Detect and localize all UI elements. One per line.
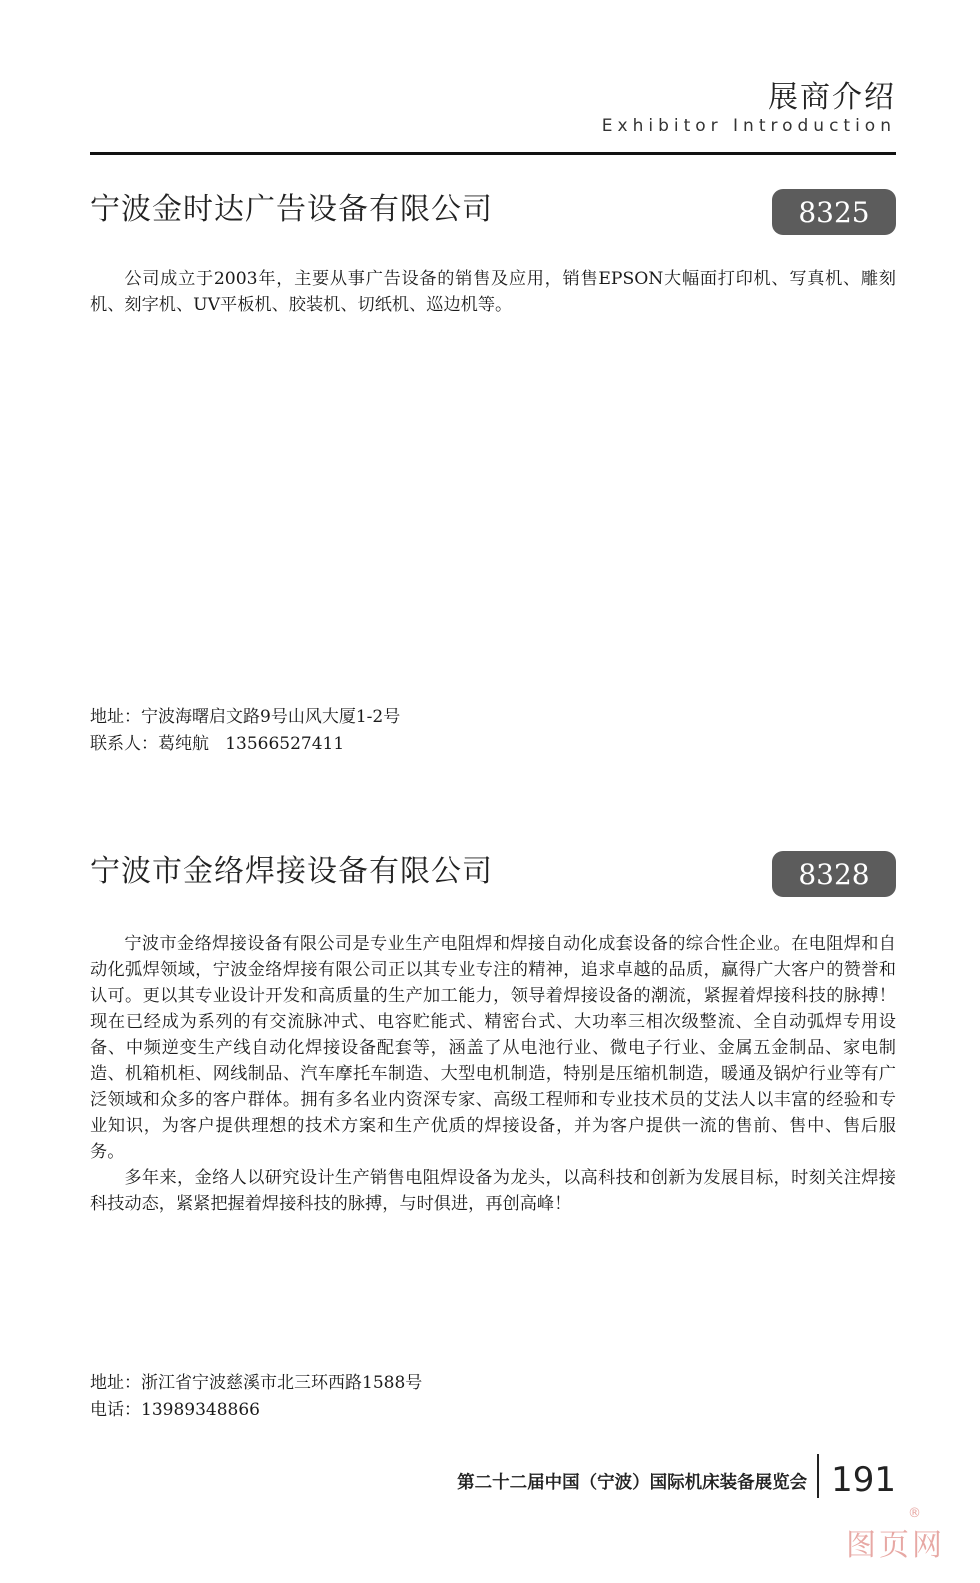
company-contact [90,704,896,758]
header-divider [90,152,896,155]
contact-address: 地址：宁波海曙启文路9号山风大厦1-2号 [90,707,401,727]
contact-person: 联系人：葛纯航 13566527411 [90,734,345,754]
company-name: 宁波市金络焊接设备有限公司 [90,854,493,889]
company-contact [90,1370,896,1424]
description-paragraph: 多年来，金络人以研究设计生产销售电阻焊设备为龙头，以高科技和创新为发展目标，时刻关注焊接科技动态，紧紧把握着焊接科技的脉搏，与时俱进，再创高峰！ [90,1168,896,1214]
company-name: 宁波金时达广告设备有限公司 [90,192,493,227]
page-footer [457,1454,896,1498]
site-watermark: 图页网 [846,1528,945,1563]
contact-address: 地址：浙江省宁波慈溪市北三环西路1588号 [90,1373,423,1393]
company-description [90,266,896,318]
registered-mark-icon: ® [908,1506,921,1521]
footer-divider [817,1454,819,1498]
booth-number-badge: 8328 [772,851,896,897]
section-title: 展商介绍 [768,80,896,115]
page-number: 191 [831,1460,896,1500]
company-description [90,931,896,1217]
section-subtitle: Exhibitor Introduction [601,116,896,136]
contact-phone: 电话：13989348866 [90,1400,260,1420]
booth-number-badge: 8325 [772,189,896,235]
description-paragraph: 宁波市金络焊接设备有限公司是专业生产电阻焊和焊接自动化成套设备的综合性企业。在电阻焊和自动化弧焊领域，宁波金络焊接有限公司正以其专业专注的精神，追求卓越的品质，赢得广大客户的赞誉和认可。更以其专业设计开发和高质量的生产加工能力，领导着焊接设备的潮流，紧握着焊接科技的脉搏！现在已经成为系列的有交流脉冲式、电容贮能式、精密台式、大功率三相次级整流、全自动弧焊专用设备、中频逆变生产线自动化焊接设备配套等，涵盖了从电池行业、微电子行业、金属五金制品、家电制造、机箱机柜、网线制品、汽车摩托车制造、大型电机制造，特别是压缩机制造，暖通及锅炉行业等有广泛领域和众多的客户群体。拥有多名业内资深专家、高级工程师和专业技术员的艾法人以丰富的经验和专业知识，为客户提供理想的技术方案和生产优质的焊接设备，并为客户提供一流的售前、售中、售后服务。 [90,934,896,1162]
exhibition-name: 第二十二届中国（宁波）国际机床装备展览会 [457,1473,808,1493]
description-paragraph: 公司成立于2003年，主要从事广告设备的销售及应用，销售EPSON大幅面打印机、写真机、雕刻机、刻字机、UV平板机、胶装机、切纸机、巡边机等。 [90,269,896,315]
